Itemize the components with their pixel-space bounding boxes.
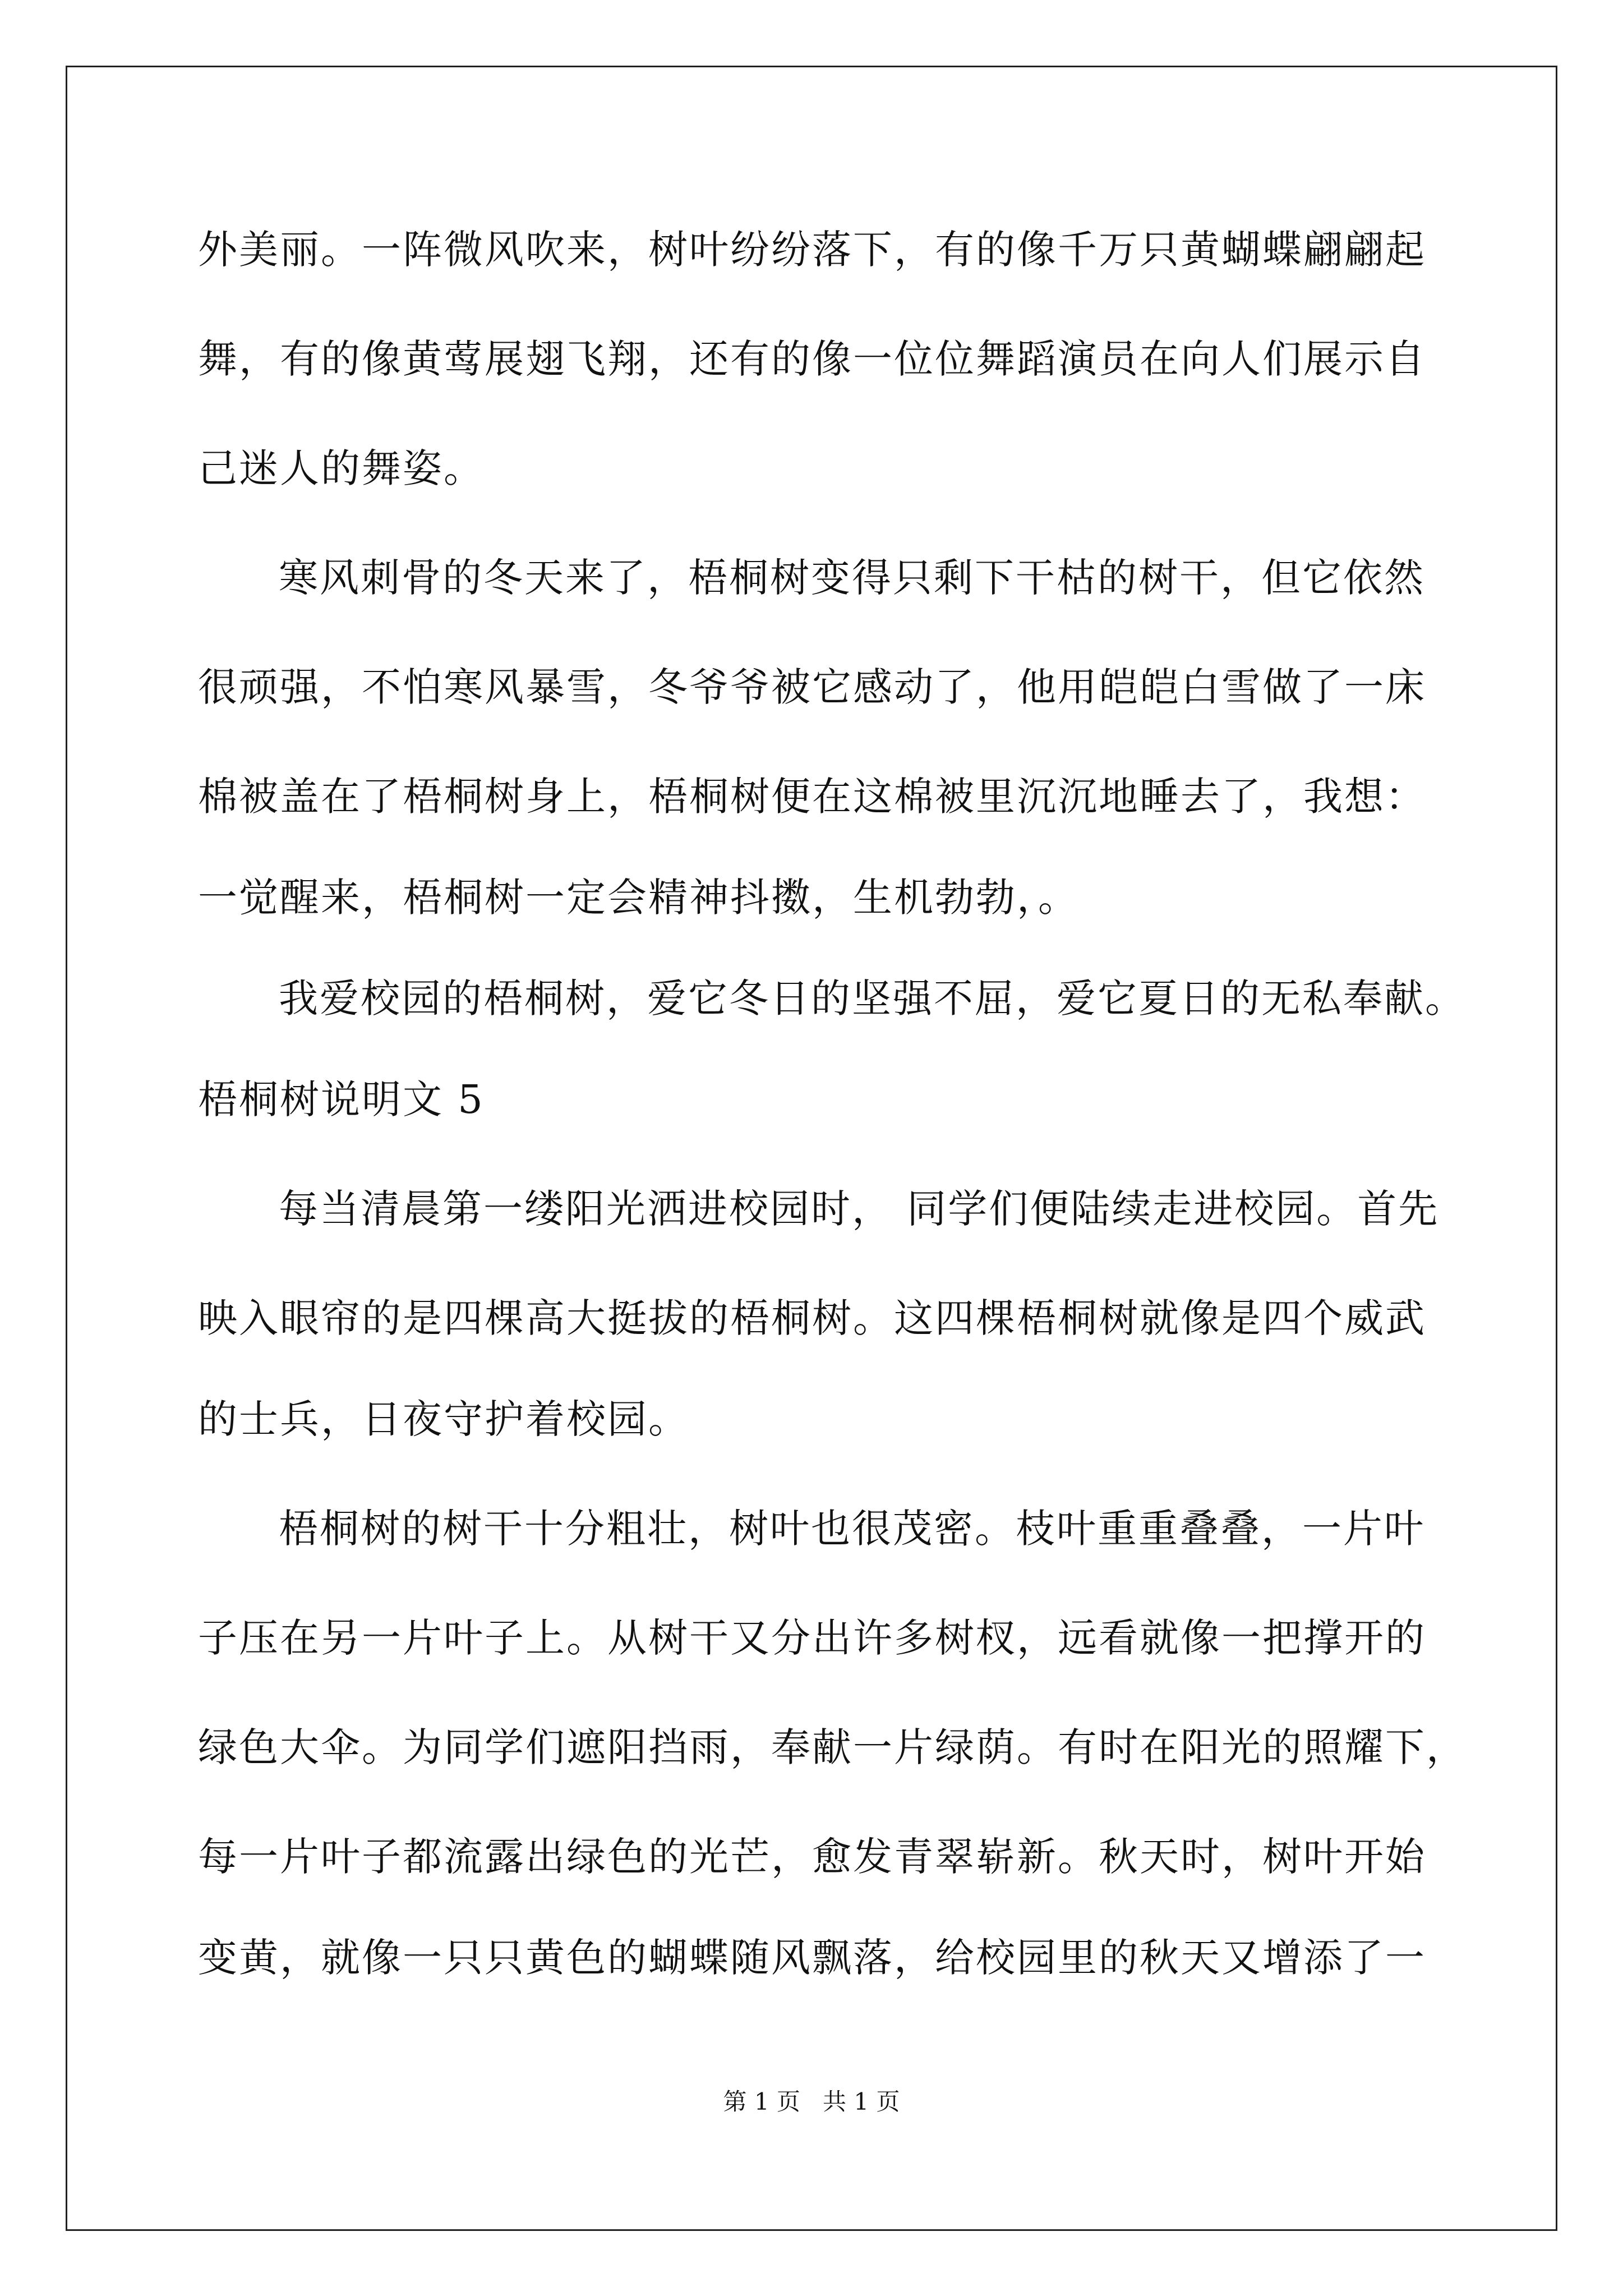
body-line: 寒风刺骨的冬天来了，梧桐树变得只剩下干枯的树干，但它依然 — [279, 555, 1425, 601]
body-line: 梧桐树的树干十分粗壮，树叶也很茂密。枝叶重重叠叠，一片叶 — [279, 1506, 1425, 1552]
body-line: 每一片叶子都流露出绿色的光芒，愈发青翠崭新。秋天时，树叶开始 — [198, 1834, 1426, 1880]
body-line: 每当清晨第一缕阳光洒进校园时， 同学们便陆续走进校园。首先 — [279, 1186, 1440, 1232]
body-line: 一觉醒来，梧桐树一定会精神抖擞，生机勃勃，。 — [198, 875, 1079, 921]
body-line: 映入眼帘的是四棵高大挺拔的梧桐树。这四棵梧桐树就像是四个威武 — [198, 1295, 1426, 1341]
body-line: 己迷人的舞姿。 — [198, 445, 485, 491]
body-line: 棉被盖在了梧桐树身上，梧桐树便在这棉被里沉沉地睡去了，我想： — [198, 774, 1426, 820]
page-number-footer: 第 1 页 共 1 页 — [723, 2088, 900, 2115]
body-line: 很顽强，不怕寒风暴雪，冬爷爷被它感动了，他用皑皑白雪做了一床 — [198, 664, 1426, 710]
page-border — [66, 66, 1557, 2231]
body-line: 绿色大伞。为同学们遮阳挡雨，奉献一片绿荫。有时在阳光的照耀下， — [198, 1724, 1467, 1770]
body-line: 舞，有的像黄莺展翅飞翔，还有的像一位位舞蹈演员在向人们展示自 — [198, 336, 1426, 382]
body-line: 我爱校园的梧桐树，爱它冬日的坚强不屈，爱它夏日的无私奉献。 — [279, 976, 1466, 1022]
body-line: 变黄，就像一只只黄色的蝴蝶随风飘落，给校园里的秋天又增添了一 — [198, 1935, 1426, 1981]
body-line: 的士兵，日夜守护着校园。 — [198, 1396, 689, 1442]
section-heading: 梧桐树说明文 5 — [198, 1076, 485, 1122]
body-line: 子压在另一片叶子上。从树干又分出许多树杈，远看就像一把撑开的 — [198, 1615, 1426, 1661]
body-line: 外美丽。一阵微风吹来，树叶纷纷落下，有的像千万只黄蝴蝶翩翩起 — [198, 227, 1426, 273]
